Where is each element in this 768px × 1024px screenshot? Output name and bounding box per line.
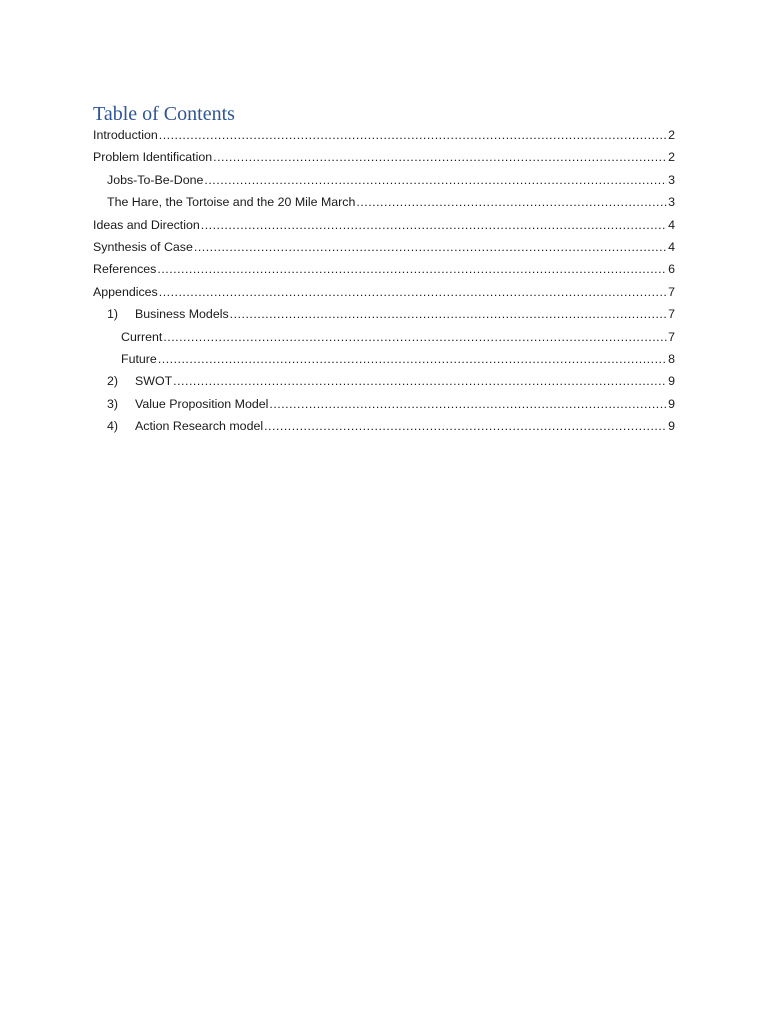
toc-entry[interactable]: [93, 240, 675, 262]
toc-entry-text: Appendices: [93, 284, 158, 299]
toc-entry-text: Introduction: [93, 128, 158, 142]
toc-entry-page: 9: [668, 396, 675, 411]
toc-leader-dots: [157, 262, 667, 276]
toc-entry-page: 4: [668, 239, 675, 254]
toc-title: Table of Contents: [93, 103, 235, 125]
toc-entry-page: 3: [668, 195, 675, 210]
toc-entry[interactable]: [93, 397, 675, 419]
toc-entry-text: The Hare, the Tortoise and the 20 Mile March: [107, 195, 356, 210]
toc-leader-dots: [159, 128, 667, 142]
toc-entry-number: 3): [107, 396, 119, 411]
toc-leader-dots: [158, 352, 667, 366]
toc-leader-dots: [159, 285, 667, 299]
toc-entry-text: Future: [121, 351, 157, 366]
toc-leader-dots: [201, 218, 667, 232]
toc-entry-text: SWOT: [135, 374, 173, 389]
toc-entry-page: 7: [668, 284, 675, 299]
toc-leader-dots: [356, 195, 667, 209]
toc-list: [93, 128, 675, 441]
toc-entry-page: 8: [668, 351, 675, 366]
toc-entry-number: 1): [107, 307, 119, 322]
toc-entry-page: 4: [668, 217, 675, 232]
toc-entry-page: 7: [668, 307, 675, 322]
toc-leader-dots: [230, 307, 667, 321]
toc-entry[interactable]: [93, 150, 675, 172]
toc-entry-text: References: [93, 262, 157, 277]
toc-leader-dots: [194, 240, 667, 254]
toc-entry[interactable]: [93, 218, 675, 240]
toc-leader-dots: [264, 419, 667, 433]
toc-entry-number: 2): [107, 374, 119, 389]
toc-leader-dots: [204, 173, 667, 187]
toc-entry-text: Business Models: [135, 307, 229, 322]
toc-entry-text: Ideas and Direction: [93, 217, 200, 232]
toc-entry-text: Synthesis of Case: [93, 239, 193, 254]
toc-entry[interactable]: [93, 352, 675, 374]
toc-entry-text: Problem Identification: [93, 150, 213, 165]
toc-entry-text: Value Proposition Model: [135, 396, 269, 411]
toc-entry[interactable]: [93, 262, 675, 284]
toc-entry-page: 6: [668, 262, 675, 277]
toc-entry[interactable]: [93, 195, 675, 217]
toc-entry-page: 3: [668, 172, 675, 187]
toc-entry[interactable]: [93, 173, 675, 195]
toc-leader-dots: [163, 330, 667, 344]
toc-leader-dots: [213, 150, 667, 164]
toc-entry[interactable]: [93, 307, 675, 329]
toc-entry[interactable]: [93, 128, 675, 150]
toc-entry-text: Current: [121, 329, 163, 344]
toc-entry-number: 4): [107, 419, 119, 434]
toc-entry-page: 2: [668, 128, 675, 142]
toc-entry-page: 9: [668, 374, 675, 389]
toc-entry-page: 7: [668, 329, 675, 344]
toc-entry[interactable]: [93, 419, 675, 441]
toc-leader-dots: [269, 397, 667, 411]
toc-entry-text: Jobs-To-Be-Done: [107, 172, 204, 187]
toc-entry[interactable]: [93, 330, 675, 352]
toc-leader-dots: [173, 374, 667, 388]
toc-entry[interactable]: [93, 285, 675, 307]
toc-entry-page: 2: [668, 150, 675, 165]
document-page: [93, 100, 675, 441]
toc-entry-text: Action Research model: [135, 419, 264, 434]
toc-entry-page: 9: [668, 419, 675, 434]
toc-entry[interactable]: [93, 374, 675, 396]
